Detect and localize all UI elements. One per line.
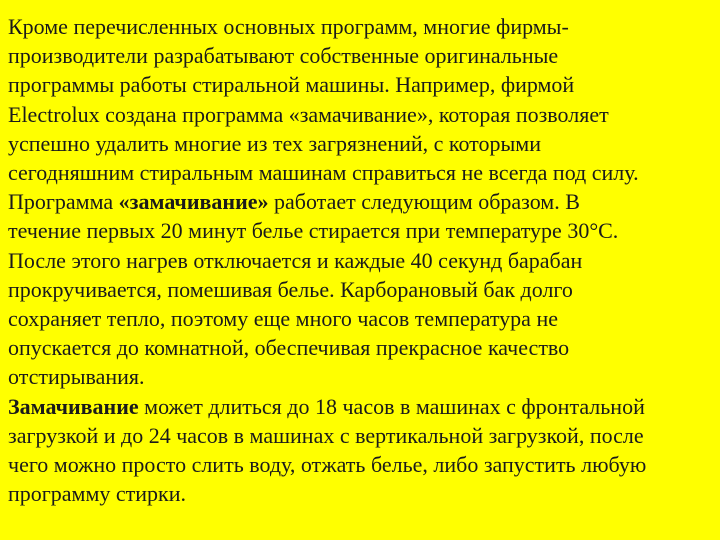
text-line: течение первых 20 минут белье стирается при температуре 30°С. bbox=[8, 218, 619, 244]
text-segment: Программа bbox=[8, 189, 119, 215]
text-line bbox=[8, 392, 710, 421]
text-line: опускается до комнатной, обеспечивая прекрасное качество bbox=[8, 335, 570, 361]
text-segment: может длиться до 18 часов в машинах с фронтальной bbox=[138, 393, 645, 419]
text-line: Electrolux создана программа «замачивание», которая позволяет bbox=[8, 101, 609, 127]
text-line: сохраняет тепло, поэтому еще много часов температура не bbox=[8, 306, 558, 332]
text-line: Кроме перечисленных основных программ, многие фирмы- bbox=[8, 14, 569, 39]
text-line: чего можно просто слить воду, отжать белье, либо запустить любую bbox=[8, 452, 647, 478]
body-text bbox=[8, 12, 710, 508]
text-line: прокручивается, помешивая белье. Карборановый бак долго bbox=[8, 276, 573, 302]
text-line: программы работы стиральной машины. Например, фирмой bbox=[8, 72, 575, 98]
text-line: сегодняшним стиральным машинам справиться не всегда под силу. bbox=[8, 160, 639, 186]
bold-term: «замачивание» bbox=[118, 189, 269, 215]
text-line: программу стирки. bbox=[8, 481, 187, 507]
text-line: производители разрабатывают собственные оригинальные bbox=[8, 43, 559, 69]
text-line: успешно удалить многие из тех загрязнений, с которыми bbox=[8, 130, 541, 156]
text-line: отстирывания. bbox=[8, 364, 145, 390]
text-line: После этого нагрев отключается и каждые 40 секунд барабан bbox=[8, 247, 583, 273]
text-segment: работает следующим образом. В bbox=[268, 189, 580, 215]
bold-term: Замачивание bbox=[8, 393, 139, 419]
text-line: загрузкой и до 24 часов в машинах с вертикальной загрузкой, после bbox=[8, 422, 644, 448]
text-line bbox=[8, 187, 710, 216]
